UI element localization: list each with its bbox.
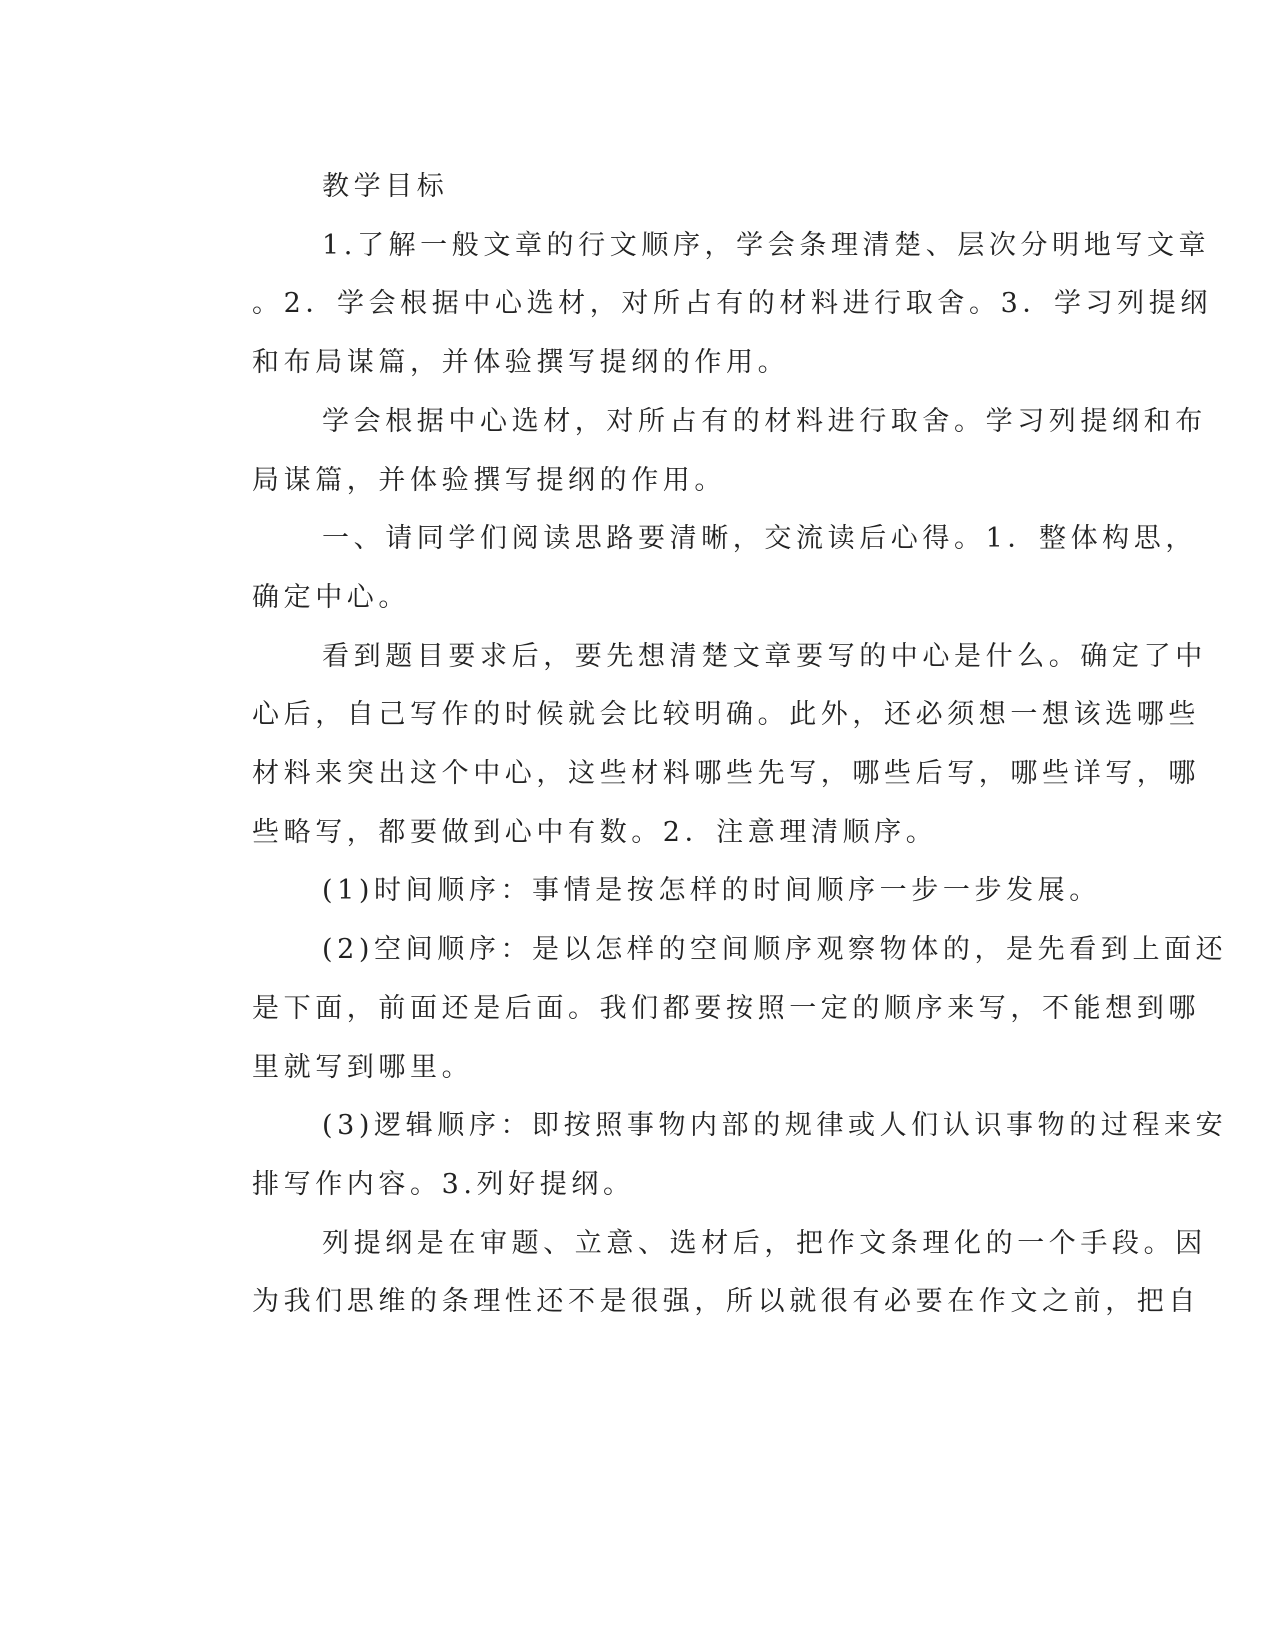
text-line: 些略写，都要做到心中有数。2．注意理清顺序。 [252,816,938,848]
text-line: 材料来突出这个中心，这些材料哪些先写，哪些后写，哪些详写，哪 [252,758,1200,790]
paragraph-section-one [182,510,1197,627]
document-heading: 教学目标 [322,171,449,202]
paragraph-outline [182,1215,1207,1332]
text-line: 心后，自己写作的时候就会比较明确。此外，还必须想一想该选哪些 [252,699,1200,731]
text-line: 为我们思维的条理性还不是很强，所以就很有必要在作文之前，把自 [252,1286,1200,1318]
text-line: 一、请同学们阅读思路要清晰，交流读后心得。1．整体构思， [322,523,1197,555]
document-body [182,158,1228,1332]
text-line: 是下面，前面还是后面。我们都要按照一定的顺序来写，不能想到哪 [252,992,1200,1024]
text-line: 。2．学会根据中心选材，对所占有的材料进行取舍。3．学习列提纲 [252,288,1212,320]
text-line: 局谋篇，并体验撰写提纲的作用。 [252,464,726,496]
paragraph-objectives [182,217,1212,393]
text-line: 和布局谋篇，并体验撰写提纲的作用。 [252,347,790,379]
text-line: 学会根据中心选材，对所占有的材料进行取舍。学习列提纲和布 [322,405,1207,437]
text-line: (3)逻辑顺序：即按照事物内部的规律或人们认识事物的过程来安 [322,1110,1228,1142]
text-line: 1.了解一般文章的行文顺序，学会条理清楚、层次分明地写文章 [322,229,1211,261]
text-line: 排写作内容。3.列好提纲。 [252,1168,635,1200]
paragraph-center [182,628,1207,863]
paragraph-time-order [182,862,1101,921]
paragraph-key-points [182,393,1207,510]
text-line: 列提纲是在审题、立意、选材后，把作文条理化的一个手段。因 [322,1227,1207,1259]
text-line: 确定中心。 [252,581,410,613]
heading-paragraph [182,158,1042,217]
text-line: 看到题目要求后，要先想清楚文章要写的中心是什么。确定了中 [322,640,1207,672]
text-line: 里就写到哪里。 [252,1051,474,1083]
text-line: (2)空间顺序：是以怎样的空间顺序观察物体的，是先看到上面还 [322,934,1228,966]
paragraph-space-order [182,921,1228,1097]
paragraph-logic-order [182,1097,1228,1214]
text-line: (1)时间顺序：事情是按怎样的时间顺序一步一步发展。 [322,875,1101,907]
